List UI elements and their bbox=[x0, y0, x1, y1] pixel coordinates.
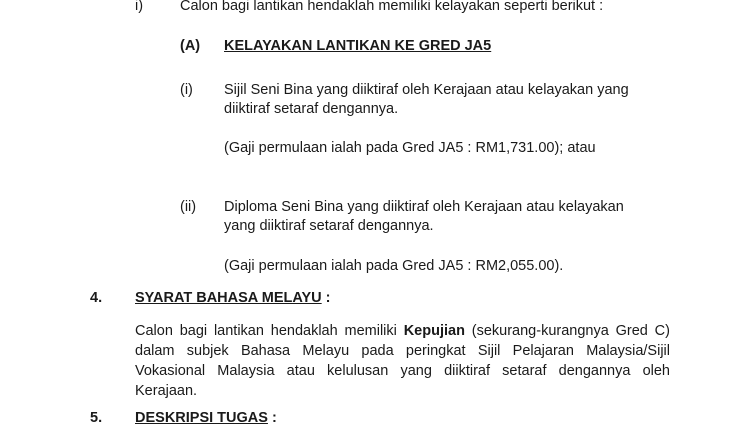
section-5-heading-suffix: : bbox=[267, 410, 277, 426]
item-i-marker: (i) bbox=[180, 82, 193, 98]
section-a-heading: KELAYAKAN LANTIKAN KE GRED JA5 bbox=[224, 38, 492, 54]
item-marker: i) bbox=[135, 0, 144, 14]
section-4-para-after: (sekurang-kurangnya Gred C) dalam subjek Bahasa Melayu pada peringkat Sijil Pelajaran Malaysia/Sijil Vokasional Malaysia atau kelulusan yang diiktiraf setaraf dengannya oleh Kerajaan. bbox=[135, 323, 670, 399]
section-4-paragraph bbox=[135, 321, 670, 401]
section-4-heading-wrap bbox=[135, 288, 331, 308]
section-4-heading-suffix: : bbox=[321, 290, 331, 306]
item-i-salary: (Gaji permulaan ialah pada Gred JA5 : RM1,731.00); atau bbox=[224, 140, 596, 156]
section-5-heading-wrap bbox=[135, 408, 277, 428]
section-4-para-before: Calon bagi lantikan hendaklah memiliki bbox=[135, 323, 404, 339]
item-i-line2: diiktiraf setaraf dengannya. bbox=[224, 101, 399, 117]
item-ii-line1: Diploma Seni Bina yang diiktiraf oleh Kerajaan atau kelayakan bbox=[224, 199, 624, 215]
item-ii-salary: (Gaji permulaan ialah pada Gred JA5 : RM2,055.00). bbox=[224, 258, 564, 274]
section-5-heading: DESKRIPSI TUGAS bbox=[135, 410, 268, 426]
section-4-para-bold: Kepujian bbox=[403, 323, 465, 339]
section-4-heading: SYARAT BAHASA MELAYU bbox=[135, 290, 322, 306]
section-4-number: 4. bbox=[90, 290, 103, 306]
item-text: Calon bagi lantikan hendaklah memiliki kelayakan seperti berikut : bbox=[180, 0, 604, 14]
item-ii-marker: (ii) bbox=[180, 199, 197, 215]
item-ii-line2: yang diiktiraf setaraf dengannya. bbox=[224, 218, 434, 234]
item-i-line1: Sijil Seni Bina yang diiktiraf oleh Kerajaan atau kelayakan yang bbox=[224, 82, 629, 98]
section-5-number: 5. bbox=[90, 410, 103, 426]
section-a-marker: (A) bbox=[180, 38, 201, 54]
